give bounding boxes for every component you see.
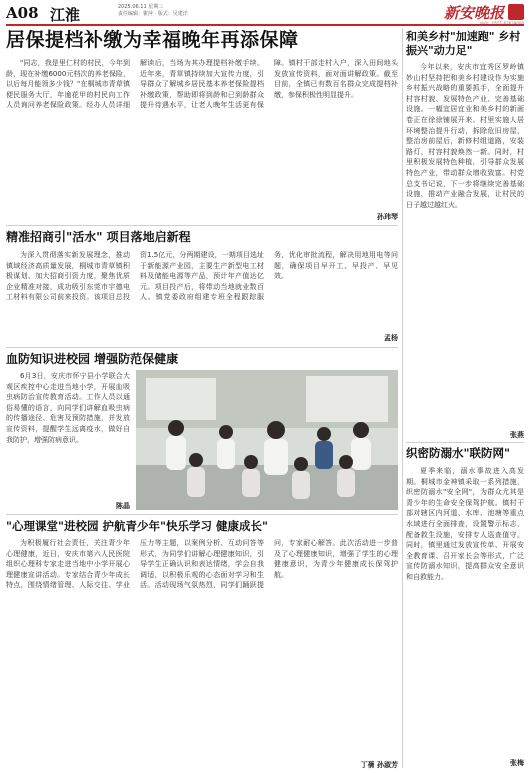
lead-headline: 居保提档补缴为幸福晚年再添保障: [6, 29, 299, 51]
investment-body: 为深入贯彻落实新发展理念，推动镇域经济高质量发展，桐城市青草镇积极谋划、加大招商引资力度，聚焦优质企业精准对接，成功吸引东莞市宇德电工材料有限公司前来投资。该项目总投资1.5亿元，分两期建设，一期项目选址于新能源产业园，主要生产新型电工材料及储能电源等产品，预计年产值达亿元。项目投产后，将带动当地就业数百人。镇党委政府组建专班全程跟踪服务，优化审批流程，解决用地用电等问题，确保项目早开工、早投产、早见效。: [6, 251, 398, 302]
psychology-headline: "心理课堂"进校园 护航青少年"快乐学习 健康成长": [6, 519, 268, 533]
lead-body: "同志，我是里仁村的村民，今年到龄，现在补缴6000元档次的养老保险，以后每月能领多少钱？"在桐城市青草镇便民服务大厅，年逾花甲的村民向工作人员询问养老保险政策。经办人员详细解读后，当场为其办理提档补缴手续。近年来，青草镇持续加大宣传力度，引导群众了解城乡居民基本养老保险提档补缴政策，帮助即将到龄和已到龄群众提升待遇水平，让老人晚年生活更有保障。镇村干部走村入户，深入田间地头发放宣传资料，面对面讲解政策。截至目前，全镇已有数百名群众完成提档补缴，参保积极性明显提升。: [6, 59, 398, 110]
investment-byline: 孟杨: [384, 334, 398, 342]
school-event-photo-art: [136, 370, 398, 510]
newspaper-brand: 新安晚报: [443, 4, 504, 22]
column-divider: [402, 28, 403, 768]
investment-headline: 精准招商引"活水" 项目落地启新程: [6, 230, 191, 244]
schistosomiasis-body: 6月3日，安庆市怀宁县小学联合大观区疾控中心走进当地小学，开展血吸虫病防治宣传教育活动。工作人员以通俗易懂的语言，向同学们讲解血吸虫病的传播途径、危害及预防措施，并发放宣传资料，提醒学生远离疫水，做好自我防护，增强防病意识。: [6, 372, 130, 444]
edition-date: 2025.06.11 星期三: [118, 4, 164, 10]
psychology-byline: 丁蒨 孙淑芳: [360, 761, 398, 769]
rural-revival-headline: [406, 30, 524, 58]
rural-revival-headline-text: 和美乡村"加速跑" 乡村振兴"动力足": [406, 30, 521, 57]
lead-article: [6, 28, 398, 52]
lead-byline: 孙玮琴: [377, 213, 398, 221]
psychology-body: 为积极履行社会责任，关注青少年心理健康，近日，安庆市第六人民医院组织心理科专家走进当地中小学开展心理健康宣讲活动。专家结合青少年成长特点，围绕情绪管理、人际交往、学业压力等主题，以案例分析、互动问答等形式，为同学们讲解心理健康知识，引导学生正确认识和表达情绪，学会自我调适，以积极乐观的心态面对学习和生活。活动现场气氛热烈，同学们踊跃提问，专家耐心解答。此次活动进一步普及了心理健康知识，增强了学生的心理健康意识，为青少年健康成长保驾护航。: [6, 539, 398, 590]
divider: [6, 514, 398, 515]
edition-editor: 责任编辑：瞿萍 · 版式：吴建洋: [118, 10, 188, 17]
masthead-rule: [6, 24, 524, 26]
rural-revival-body: 今年以来，安庆市宜秀区罗岭镇妙山村坚持把和美乡村建设作为实施乡村振兴战略的重要抓手，全面提升村容村貌、发展特色产业、完善基础设施。一幅宜居宜业和美乡村的新画卷正在徐徐铺展开来。村里实施人居环境整治提升行动，拆除危旧房屋，整治房前屋后，新修村组道路，安装路灯，村容村貌焕然一新。同时，村里积极发展特色种植，引导群众发展特色产业，带动群众增收致富。村党总支书记说，下一步将继续完善基础设施，推动产业融合发展，让村民的日子越过越红火。: [406, 63, 524, 209]
section-name: 江淮: [50, 6, 81, 24]
divider: [6, 225, 398, 226]
edition-meta: [118, 4, 188, 17]
drowning-headline: 织密防溺水"联防网": [406, 446, 510, 460]
page-number: A08: [6, 4, 39, 22]
divider: [6, 347, 398, 348]
rural-revival-byline: 张燕: [510, 431, 524, 439]
masthead: [6, 4, 524, 24]
schistosomiasis-headline: 血防知识进校园 增强防范保健康: [6, 352, 179, 366]
divider: [406, 442, 524, 443]
school-event-photo: [136, 370, 398, 510]
drowning-body: 夏季来临，溺水事故进入高发期。桐城市金神镇采取一系列措施，织密防溺水"安全网"，为群众尤其是青少年的生命安全保驾护航。镇村干部对辖区内河道、水库、池塘等重点水域进行全面排查，设置警示标志，配备救生设施，安排专人巡查值守。同时，镇里通过发放宣传单、开展安全教育课、召开家长会等形式，广泛宣传防溺水知识，提高群众安全意识和自救能力。: [406, 467, 524, 581]
drowning-byline: 张梅: [510, 759, 524, 767]
schistosomiasis-byline: 陈晶: [116, 502, 130, 510]
brand-logo-icon: [508, 4, 524, 20]
